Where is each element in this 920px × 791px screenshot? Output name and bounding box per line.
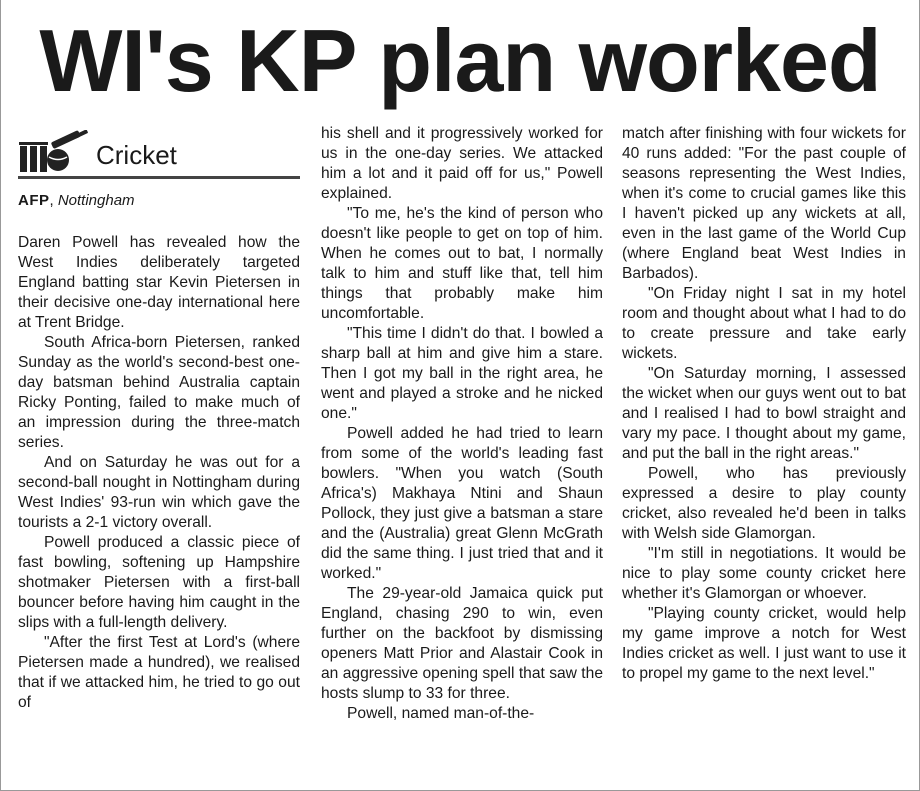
paragraph: The 29-year-old Jamaica quick put England, chasing 290 to win, even further on the backfoot by dismissing openers Matt Prior and Alastair Cook in an aggressive opening spell that saw the hosts slump to 33 for three. — [321, 585, 603, 702]
article-column-3 — [622, 124, 906, 784]
cricket-bat-ball-icon — [18, 130, 92, 174]
paragraph: Powell produced a classic piece of fast bowling, softening up Hampshire shotmaker Pietersen with a first-ball bouncer before having him caught in the slips with a full-length delivery. — [18, 534, 300, 631]
paragraph: Daren Powell has revealed how the West Indies deliberately targeted England batting star Kevin Pietersen in their decisive one-day international here at Trent Bridge. — [18, 234, 300, 331]
paragraph: "After the first Test at Lord's (where Pietersen made a hundred), we realised that if we attacked him, he tried to go out of — [18, 634, 300, 711]
paragraph: "On Saturday morning, I assessed the wicket when our guys went out to bat and I realised I had to bowl straight and vary my pace. I thought about my game, and put the ball in the right areas." — [622, 365, 906, 462]
paragraph: Powell added he had tried to learn from some of the world's leading fast bowlers. "When you watch (South Africa's) Makhaya Ntini and Shaun Pollock, they just give a batsman a stare and the (Australia) great Glenn McGrath did the same thing. I just tried that and it worked." — [321, 425, 603, 582]
headline: WI's KP plan worked — [39, 11, 881, 110]
paragraph: South Africa-born Pietersen, ranked Sunday as the world's second-best one-day batsman behind Australia captain Ricky Ponting, failed to make much of an impression during the three-match series. — [18, 334, 300, 451]
paragraph: his shell and it progressively worked for us in the one-day series. We attacked him a lot and it paid off for us," Powell explained. — [321, 125, 603, 202]
paragraph: "I'm still in negotiations. It would be nice to play some county cricket here whether it's Glamorgan or whoever. — [622, 545, 906, 602]
paragraph: "Playing county cricket, would help my game improve a notch for West Indies cricket as well. I just want to use it to propel my game to the next level." — [622, 605, 906, 682]
section-label — [18, 130, 300, 179]
byline: AFP, Nottingham — [18, 192, 135, 209]
paragraph: Powell, who has previously expressed a desire to play county cricket, also revealed he'd been in talks with Welsh side Glamorgan. — [622, 465, 906, 542]
article-column-2 — [321, 124, 603, 784]
byline-agency: AFP — [18, 192, 50, 209]
paragraph: "This time I didn't do that. I bowled a sharp ball at him and give him a stare. Then I got my ball in the right area, he went and played a stroke and he nicked one." — [321, 325, 603, 422]
paragraph: Powell, named man-of-the- — [347, 705, 535, 722]
paragraph: match after finishing with four wickets for 40 runs added: "For the past couple of seasons representing the West Indies, when it's come to crucial games like this I haven't picked up any wickets at all, even in the last game of the World Cup (where England beat West Indies in Barbados). — [622, 125, 906, 282]
paragraph: "To me, he's the kind of person who doesn't like people to get on top of him. When he comes out to bat, I normally talk to him and stuff like that, tell him things that probably make him uncomfortable. — [321, 205, 603, 322]
article-column-1 — [18, 124, 300, 784]
paragraph: "On Friday night I sat in my hotel room and thought about what I had to do to create pressure and take early wickets. — [622, 285, 906, 362]
section-title: Cricket — [96, 140, 177, 170]
paragraph: And on Saturday he was out for a second-ball nought in Nottingham during West Indies' 93-run win which gave the tourists a 2-1 victory overall. — [18, 454, 300, 531]
byline-place: Nottingham — [57, 192, 135, 209]
